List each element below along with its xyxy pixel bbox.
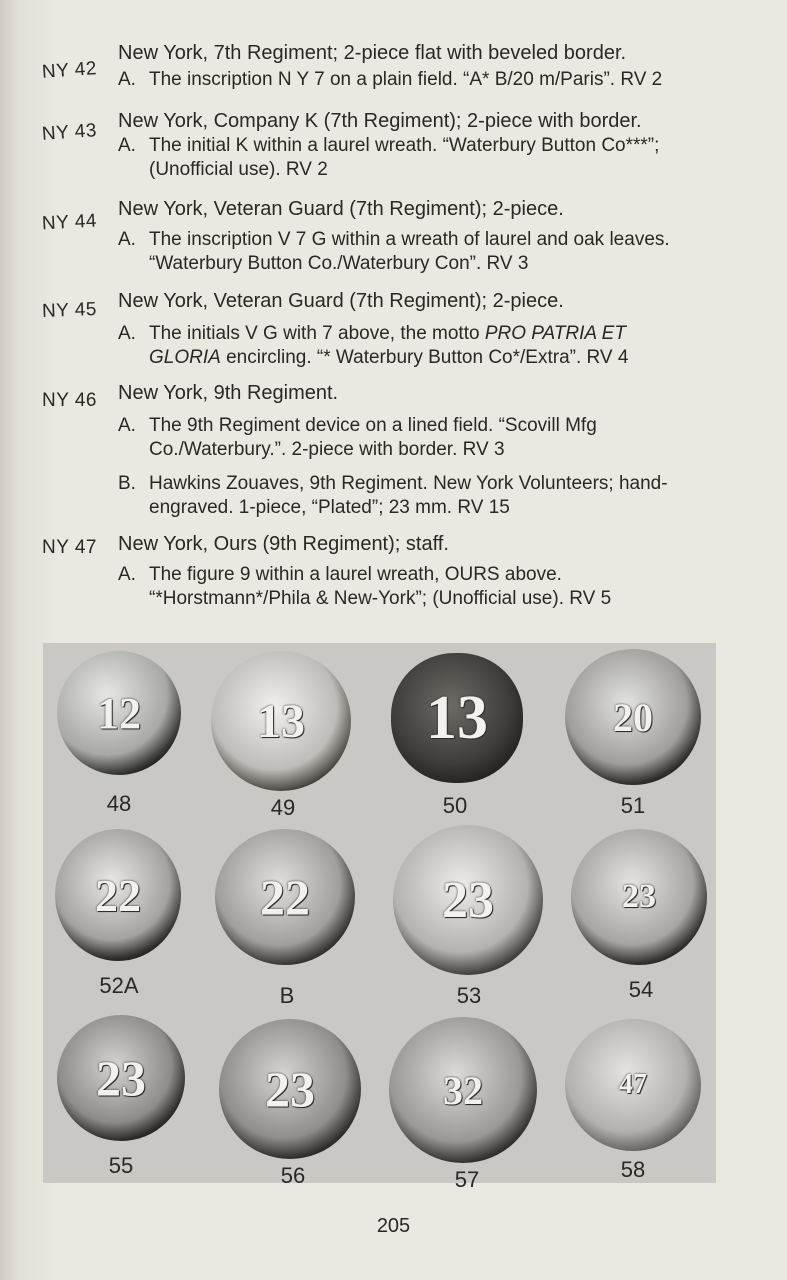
button-numeral: 47 xyxy=(619,1069,647,1100)
button-label: 53 xyxy=(456,983,482,1008)
button-label: 54 xyxy=(628,977,654,1002)
entry-code: NY 46 xyxy=(42,390,97,411)
sub-text: The initials V G with 7 above, the motto xyxy=(149,323,485,344)
button-label: 55 xyxy=(108,1153,134,1178)
button-label: 56 xyxy=(280,1163,306,1188)
entry-title: New York, Ours (9th Regiment); staff. xyxy=(118,533,449,555)
button-numeral: 23 xyxy=(442,871,494,929)
button-image xyxy=(565,649,701,785)
sub-letter: A. xyxy=(118,323,136,344)
button-numeral: 23 xyxy=(622,878,656,915)
sub-line: Co./Waterbury.”. 2-piece with border. RV 3 xyxy=(149,439,505,460)
button-image xyxy=(571,829,707,965)
button-label: 48 xyxy=(106,791,132,816)
button-label: 50 xyxy=(442,793,468,818)
sub-line: “Waterbury Button Co./Waterbury Con”. RV 3 xyxy=(149,253,529,274)
entry-title: New York, Veteran Guard (7th Regiment); 2-piece. xyxy=(118,198,564,220)
button-image xyxy=(215,829,355,965)
sub-letter: A. xyxy=(118,415,136,436)
sub-line: The inscription V 7 G within a wreath of laurel and oak leaves. xyxy=(149,229,670,250)
button-numeral: 22 xyxy=(260,869,310,925)
entry-title: New York, 7th Regiment; 2-piece flat with beveled border. xyxy=(118,42,627,64)
button-label: 51 xyxy=(620,793,646,818)
button-image xyxy=(389,1017,537,1163)
sub-line: Hawkins Zouaves, 9th Regiment. New York Volunteers; hand- xyxy=(149,473,668,494)
entry-code: NY 47 xyxy=(42,537,97,558)
motto-text: GLORIA xyxy=(149,347,221,368)
button-image xyxy=(55,829,181,961)
button-label: B xyxy=(279,983,295,1008)
button-numeral: 20 xyxy=(613,694,653,740)
sub-line: “*Horstmann*/Phila & New-York”; (Unofficial use). RV 5 xyxy=(149,588,612,609)
sub-line: engraved. 1-piece, “Plated”; 23 mm. RV 15 xyxy=(149,497,510,518)
sub-line: The initial K within a laurel wreath. “Waterbury Button Co***”; xyxy=(149,135,660,156)
button-image xyxy=(57,1015,185,1141)
button-image xyxy=(565,1019,701,1151)
sub-letter: A. xyxy=(118,135,136,156)
sub-letter: A. xyxy=(118,229,136,250)
entry-title: New York, 9th Regiment. xyxy=(118,382,339,404)
button-image xyxy=(391,653,523,783)
sub-letter: A. xyxy=(118,564,136,585)
button-numeral: 13 xyxy=(257,694,305,748)
entry-title: New York, Company K (7th Regiment); 2-piece with border. xyxy=(118,110,642,132)
button-numeral: 23 xyxy=(96,1050,146,1106)
motto-text: PRO PATRIA ET xyxy=(484,323,626,344)
entry-code: NY 42 xyxy=(41,58,98,83)
button-label: 49 xyxy=(270,795,296,820)
sub-line: The figure 9 within a laurel wreath, OURS above. xyxy=(149,564,562,585)
button-image xyxy=(57,651,181,775)
entry-code: NY 43 xyxy=(41,120,98,145)
button-image xyxy=(211,651,351,791)
button-numeral: 22 xyxy=(95,869,141,921)
button-label: 57 xyxy=(454,1167,480,1192)
button-numeral: 12 xyxy=(97,688,141,738)
sub-line: The 9th Regiment device on a lined field. “Scovill Mfg xyxy=(149,415,597,436)
entry-title: New York, Veteran Guard (7th Regiment); 2-piece. xyxy=(118,290,564,312)
sub-text: encircling. “* Waterbury Button Co*/Extra”. RV 4 xyxy=(220,347,629,368)
sub-letter: A. xyxy=(118,69,136,90)
button-numeral: 13 xyxy=(426,683,488,752)
button-image xyxy=(219,1019,361,1159)
button-photo-plate xyxy=(43,643,716,1192)
button-numeral: 32 xyxy=(443,1067,483,1113)
button-numeral: 23 xyxy=(265,1061,315,1117)
button-label: 52A xyxy=(99,973,139,998)
page-number: 205 xyxy=(376,1215,411,1237)
sub-line: The inscription N Y 7 on a plain field. “A* B/20 m/Paris”. RV 2 xyxy=(149,69,663,90)
entry-code: NY 45 xyxy=(41,299,98,322)
sub-line: (Unofficial use). RV 2 xyxy=(149,159,328,180)
sub-letter: B. xyxy=(118,473,136,494)
entry-code: NY 44 xyxy=(41,210,98,235)
button-image xyxy=(393,825,543,975)
button-label: 58 xyxy=(620,1157,646,1182)
